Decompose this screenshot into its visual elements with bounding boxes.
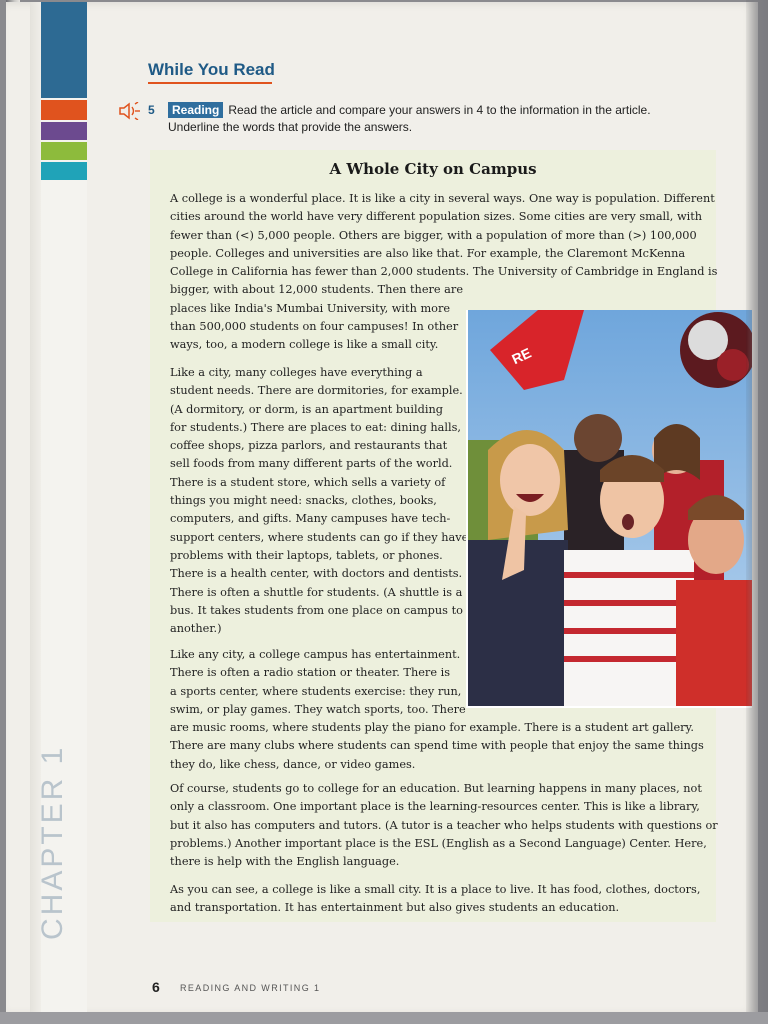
article-line: support centers, where students can go if they have — [170, 530, 469, 544]
article-line: for students.) There are places to eat: dining halls, — [170, 420, 462, 434]
chapter-tab-orange — [41, 100, 87, 120]
activity-number: 5 — [148, 103, 155, 117]
article-line: and transportation. It has entertainment but also gives students an education. — [170, 901, 620, 915]
chapter-tab-teal — [41, 162, 87, 180]
speaker-audio-icon[interactable] — [116, 102, 142, 120]
section-title-underline — [148, 82, 272, 84]
article-line: computers, and gifts. Many campuses have tech- — [170, 512, 451, 526]
activity-text — [168, 102, 688, 136]
scan-bottom-edge — [0, 1012, 768, 1024]
article-line: problems with their laptops, tablets, or phones. — [170, 548, 443, 562]
activity-line-1: Read the article and compare your answers in 4 to the information in the article. — [228, 103, 651, 117]
article-line: coffee shops, pizza parlors, and restaurants that — [170, 439, 448, 453]
book-title: READING AND WRITING 1 — [180, 983, 321, 993]
article-line: There is often a radio station or theater. There is — [170, 666, 451, 680]
article-line: A college is a wonderful place. It is like a city in several ways. One way is population. Different — [170, 192, 715, 205]
article-line: fewer than (<) 5,000 people. Others are bigger, with a population of more than (>) 100,000 — [170, 228, 697, 242]
students-cheering-photo — [466, 310, 752, 708]
article-line: only a classroom. One important place is the learning-resources center. This is like a library, — [170, 800, 700, 814]
article-line: problems.) Another important place is the ESL (English as a Second Language) Center. Here, — [170, 836, 707, 850]
article-line: College in California has fewer than 2,000 students. The University of Cambridge in England is — [170, 265, 718, 279]
article-paragraph-4 — [170, 780, 718, 871]
article-line: than 500,000 students on four campuses! In other — [170, 320, 459, 334]
reading-badge: Reading — [168, 102, 223, 118]
article-line: There is often a shuttle for students. (A shuttle is a — [170, 585, 463, 599]
article-line: but it also has computers and tutors. (A tutor is a teacher who helps students with questions or — [170, 818, 718, 832]
article-line: are music rooms, where students play the piano for example. There is a student art gallery. — [170, 721, 694, 735]
article-line: bus. It takes students from one place on campus to — [170, 603, 463, 617]
article-title: A Whole City on Campus — [329, 160, 537, 178]
article-line: swim, or play games. They watch sports, too. There — [170, 702, 466, 716]
article-line: There is a student store, which sells a variety of — [170, 475, 446, 489]
article-line: another.) — [170, 622, 222, 636]
article-paragraph-2 — [170, 364, 468, 638]
article-line: people. Colleges and universities are also like that. For example, the Claremont McKenna — [170, 246, 686, 260]
article-line: ways, too, a modern college is like a small city. — [170, 338, 439, 352]
article-line: things you might need: snacks, clothes, books, — [170, 494, 437, 508]
article-line: Of course, students go to college for an education. But learning happens in many places, not — [170, 782, 702, 795]
article-line: Like a city, many colleges have everything a — [170, 366, 423, 379]
article-line: cities around the world have very different population sizes. Some cities are very small, with — [170, 210, 703, 224]
svg-text:RE: RE — [509, 344, 534, 368]
article-line: As you can see, a college is like a small city. It is a place to live. It has food, clothes, doctors, — [170, 883, 701, 896]
article-line: Like any city, a college campus has entertainment. — [170, 648, 461, 661]
article-line: they do, like chess, dance, or video games. — [170, 757, 416, 771]
activity-line-2: Underline the words that provide the answers. — [168, 120, 413, 134]
photo-illustration — [468, 310, 752, 706]
page-number: 6 — [152, 979, 160, 995]
page-edge-shadow — [746, 0, 768, 1024]
section-title: While You Read — [148, 60, 275, 79]
article-line: there is help with the English language. — [170, 855, 400, 869]
chapter-tab-green — [41, 142, 87, 160]
article-line: places like India's Mumbai University, with more — [170, 301, 451, 315]
article-line: (A dormitory, or dorm, is an apartment building — [170, 402, 443, 416]
article-line: There are many clubs where students can spend time with people that enjoy the same things — [170, 739, 704, 753]
article-line: bigger, with about 12,000 students. Then there are — [170, 283, 464, 297]
article-line: a sports center, where students exercise: they run, — [170, 684, 462, 698]
chapter-tab-blue — [41, 2, 87, 98]
article-line: student needs. There are dormitories, for example. — [170, 384, 463, 398]
chapter-tab-purple — [41, 122, 87, 140]
article-line: There is a health center, with doctors and dentists. — [170, 567, 463, 581]
chapter-label: CHAPTER 1 — [36, 744, 69, 940]
article-line: sell foods from many different parts of the world. — [170, 457, 453, 471]
article-paragraph-5 — [170, 881, 700, 918]
